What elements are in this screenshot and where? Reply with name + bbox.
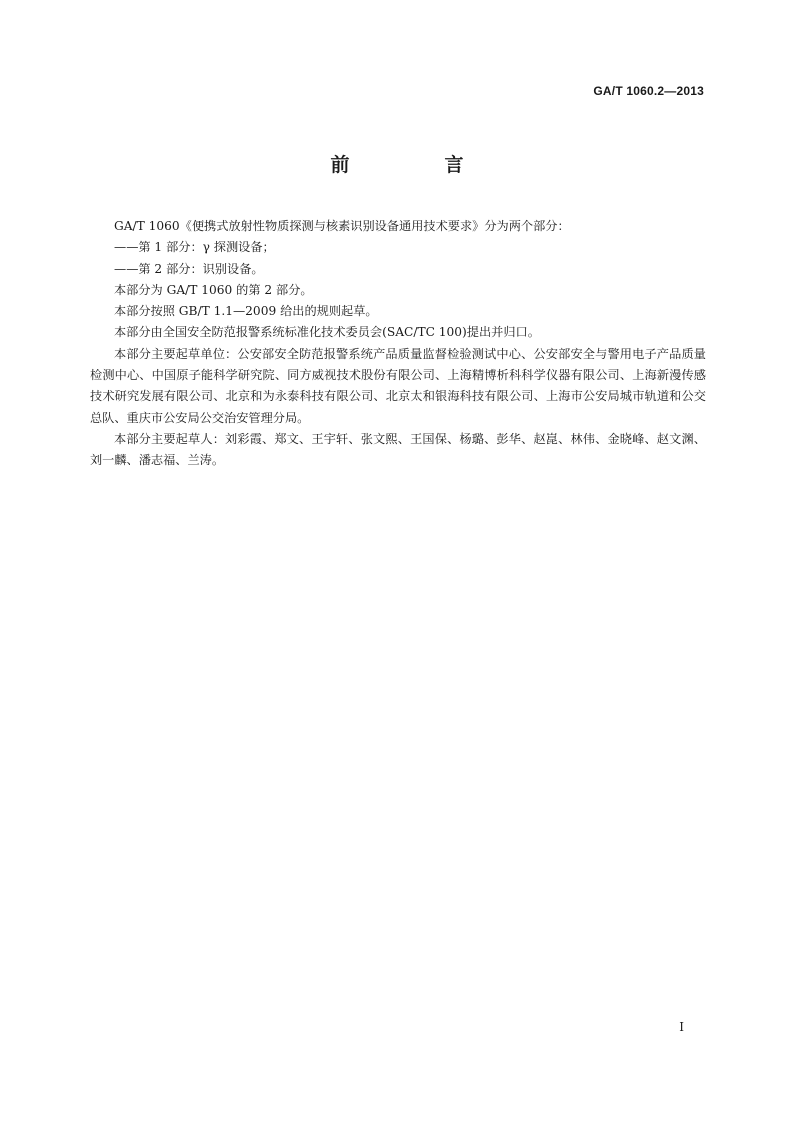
page-number: I bbox=[679, 1020, 684, 1034]
list-item-part1: ——第 1 部分：γ 探测设备； bbox=[114, 240, 275, 255]
foreword-body bbox=[90, 216, 706, 472]
document-code: GA/T 1060.2—2013 bbox=[593, 84, 704, 98]
paragraph-drafting-units: 本部分主要起草单位：公安部安全防范报警系统产品质量监督检验测试中心、公安部安全与警用电子产品质量检测中心、中国原子能科学研究院、同方威视技术股份有限公司、上海精博析科科学仪器有限公司、上海新漫传感技术研究发展有限公司、北京和为永泰科技有限公司、北京太和银海科技有限公司、上海市公安局城市轨道和公交总队、重庆市公安局公交治安管理分局。 bbox=[90, 346, 706, 425]
paragraph-proposer: 本部分由全国安全防范报警系统标准化技术委员会(SAC/TC 100)提出并归口。 bbox=[114, 325, 540, 340]
paragraph-drafting-rules: 本部分按照 GB/T 1.1—2009 给出的规则起草。 bbox=[114, 304, 378, 319]
page-title: 前 言 bbox=[330, 154, 502, 176]
paragraph-drafters: 本部分主要起草人：刘彩霞、郑文、王宇轩、张文熙、王国保、杨璐、彭华、赵崑、林伟、金晓峰、赵文渊、刘一麟、潘志福、兰涛。 bbox=[90, 431, 706, 468]
list-item-part2: ——第 2 部分：识别设备。 bbox=[114, 261, 264, 276]
paragraph-part-statement: 本部分为 GA/T 1060 的第 2 部分。 bbox=[114, 282, 313, 297]
paragraph-intro: GA/T 1060《便携式放射性物质探测与核素识别设备通用技术要求》分为两个部分： bbox=[114, 219, 570, 233]
